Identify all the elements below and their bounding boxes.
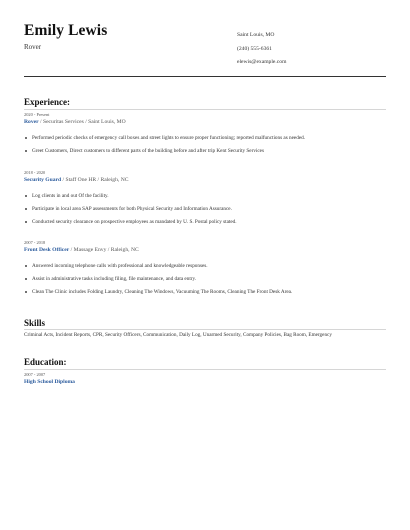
- education-entry: [24, 372, 75, 385]
- job-line: [24, 247, 386, 255]
- job-bullet: Conducted security clearance on prospective employees as mandated by U. S. Postal policy stated.: [24, 219, 386, 232]
- contact-block: [237, 29, 286, 70]
- job-entry: [24, 170, 386, 232]
- education-heading: Education:: [24, 357, 67, 367]
- education-divider: [24, 369, 386, 370]
- job-line: [24, 177, 386, 185]
- job-bullet: Greet Customers, Direct customers to different parts of the building before and after trip Kent Security Services: [24, 148, 386, 161]
- job-entry: [24, 112, 386, 161]
- job-dates: 2020 - Present: [24, 112, 50, 117]
- job-bullet: Log clients in and out Of the facility.: [24, 193, 386, 206]
- resume-header: [24, 22, 386, 78]
- skills-heading: Skills: [24, 318, 46, 328]
- job-bullets: [24, 135, 386, 161]
- contact-location: Saint Louis, MO: [237, 32, 275, 38]
- skills-divider: [24, 329, 386, 330]
- skills-list: Criminal Acts, Incident Reports, CPR, Security Officers, Communication, Daily Log, Unarmed Security, Company Policies, Bag Room, Emergency: [24, 332, 332, 338]
- candidate-title: Rover: [24, 43, 42, 51]
- education-degree: High School Diploma: [24, 379, 75, 385]
- education-dates: 2007 - 2007: [24, 372, 46, 377]
- job-company-location: / Massage Envy / Raleigh, NC: [69, 247, 139, 253]
- contact-email: elewis@example.com: [237, 59, 287, 66]
- job-dates: 2007 - 2018: [24, 240, 46, 245]
- candidate-name: Emily Lewis: [24, 22, 108, 39]
- experience-heading: Experience:: [24, 97, 70, 107]
- job-bullets: [24, 263, 386, 302]
- job-bullet: Assist in administrative tasks including filing, file maintenance, and data entry.: [24, 276, 386, 289]
- job-entry: [24, 240, 386, 302]
- job-bullet: Participate in local area SAP assessments for both Physical Security and Information Assurance.: [24, 206, 386, 219]
- job-dates: 2018 - 2020: [24, 170, 46, 175]
- job-role: Rover: [24, 119, 39, 125]
- job-line: [24, 119, 386, 127]
- job-bullet: Answered incoming telephone calls with professional and knowledgeable responses.: [24, 263, 386, 276]
- job-bullet: Performed periodic checks of emergency call boxes and street lights to ensure proper functioning; reported malfunctions as needed.: [24, 135, 386, 148]
- job-role: Front Desk Officer: [24, 247, 70, 253]
- experience-divider: [24, 109, 386, 110]
- job-bullets: [24, 193, 386, 232]
- job-bullet: Clean The Clinic includes Folding Laundry, Cleaning The Windows, Vacuuming The Rooms, Cleaning The Front Desk Area.: [24, 289, 386, 302]
- header-divider: [24, 76, 386, 77]
- contact-phone: (240) 555-6361: [237, 45, 272, 52]
- job-company-location: / Securitas Services / Saint Louis, MO: [38, 119, 126, 125]
- job-company-location: / Staff One HR / Raleigh, NC: [61, 177, 129, 183]
- job-role: Security Guard: [24, 177, 62, 183]
